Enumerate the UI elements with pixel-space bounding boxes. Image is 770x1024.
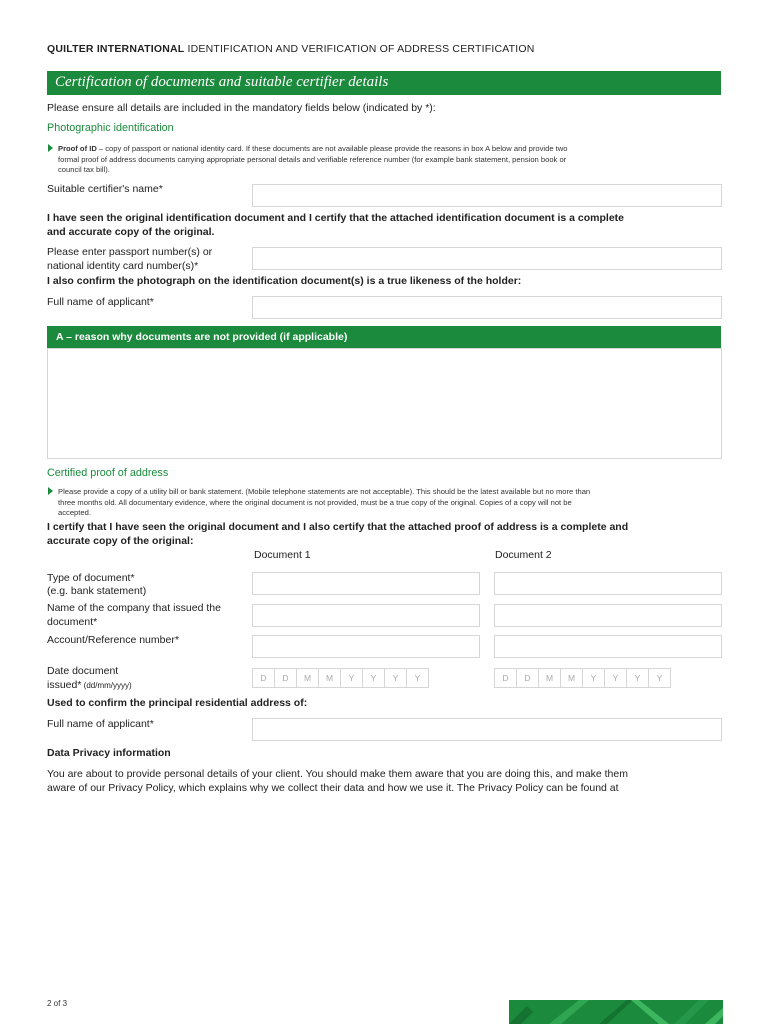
residential-address-statement: Used to confirm the principal residential address of: xyxy=(47,697,308,709)
intro-text: Please ensure all details are included in the mandatory fields below (indicated by *): xyxy=(47,102,436,114)
box-a-reason-textarea[interactable] xyxy=(47,348,722,459)
section-title: Certification of documents and suitable certifier details xyxy=(55,74,389,90)
box-a-title-bar xyxy=(47,326,721,348)
proof-of-id-bold: Proof of ID xyxy=(58,144,97,153)
passport-number-input[interactable] xyxy=(252,247,722,270)
document-2-company-input[interactable] xyxy=(494,604,722,627)
certifier-name-input[interactable] xyxy=(252,184,722,207)
document-1-type-input[interactable] xyxy=(252,572,480,595)
document-2-heading: Document 2 xyxy=(495,549,552,561)
document-type-label: Type of document* (e.g. bank statement) xyxy=(47,572,147,597)
document-1-heading: Document 1 xyxy=(254,549,311,561)
address-heading: Certified proof of address xyxy=(47,467,169,479)
bullet-arrow-icon xyxy=(48,144,53,152)
issuing-company-label: Name of the company that issued the document* xyxy=(47,602,221,628)
document-2-date-input[interactable]: D D M M Y Y Y Y xyxy=(494,668,671,688)
document-2-account-input[interactable] xyxy=(494,635,722,658)
applicant-name-label: Full name of applicant* xyxy=(47,296,154,308)
id-certification-statement: I have seen the original identification document and I certify that the attached identification document is a complete and accurate copy of the original. xyxy=(47,212,625,238)
date-issued-label: Date document issued* (dd/mm/yyyy) xyxy=(47,665,132,691)
likeness-statement: I also confirm the photograph on the identification document(s) is a true likeness of the holder: xyxy=(47,275,522,287)
passport-number-label: Please enter passport number(s) or national identity card number(s)* xyxy=(47,246,213,272)
document-1-company-input[interactable] xyxy=(252,604,480,627)
applicant-name-input[interactable] xyxy=(252,296,722,319)
photo-id-heading: Photographic identification xyxy=(47,122,174,134)
certifier-name-label: Suitable certifier's name* xyxy=(47,183,163,195)
document-header xyxy=(47,43,535,55)
address-certification-statement: I certify that I have seen the original document and I also certify that the attached proof of address is a complete and accurate copy of the original: xyxy=(47,521,629,547)
residential-applicant-input[interactable] xyxy=(252,718,722,741)
residential-applicant-label: Full name of applicant* xyxy=(47,718,154,730)
section-title-bar xyxy=(47,71,721,95)
bullet-arrow-icon xyxy=(48,487,53,495)
page-number: 2 of 3 xyxy=(47,999,68,1008)
account-reference-label: Account/Reference number* xyxy=(47,634,179,646)
document-1-account-input[interactable] xyxy=(252,635,480,658)
brand-pattern-icon xyxy=(509,1000,723,1024)
privacy-heading: Data Privacy information xyxy=(47,747,171,759)
brand-graphic xyxy=(509,1000,723,1024)
document-title: IDENTIFICATION AND VERIFICATION OF ADDRESS CERTIFICATION xyxy=(187,43,535,55)
box-a-title: A – reason why documents are not provided (if applicable) xyxy=(56,331,348,343)
proof-of-address-note: Please provide a copy of a utility bill or bank statement. (Mobile telephone statements are not acceptable). This should be the latest available but no more than three months old. All documentary evidence, where the original document is not provided, must be a true copy of the original. Copies of a copy will not be accepted. xyxy=(58,487,591,518)
privacy-text: You are about to provide personal details of your client. You should make them aware that you are doing this, and make them aware of our Privacy Policy, which explains why we collect their data and how we use it. The Privacy Policy can be found at xyxy=(47,768,628,794)
brand-name: QUILTER INTERNATIONAL xyxy=(47,43,185,55)
document-2-type-input[interactable] xyxy=(494,572,722,595)
proof-of-id-note: Proof of ID – copy of passport or national identity card. If these documents are not available please provide the reasons in box A below and provide two formal proof of address documents carrying appropriate personal details and verifiable reference number (for example bank statement, pension book or council tax bill). xyxy=(58,144,568,175)
document-1-date-input[interactable]: D D M M Y Y Y Y xyxy=(252,668,429,688)
